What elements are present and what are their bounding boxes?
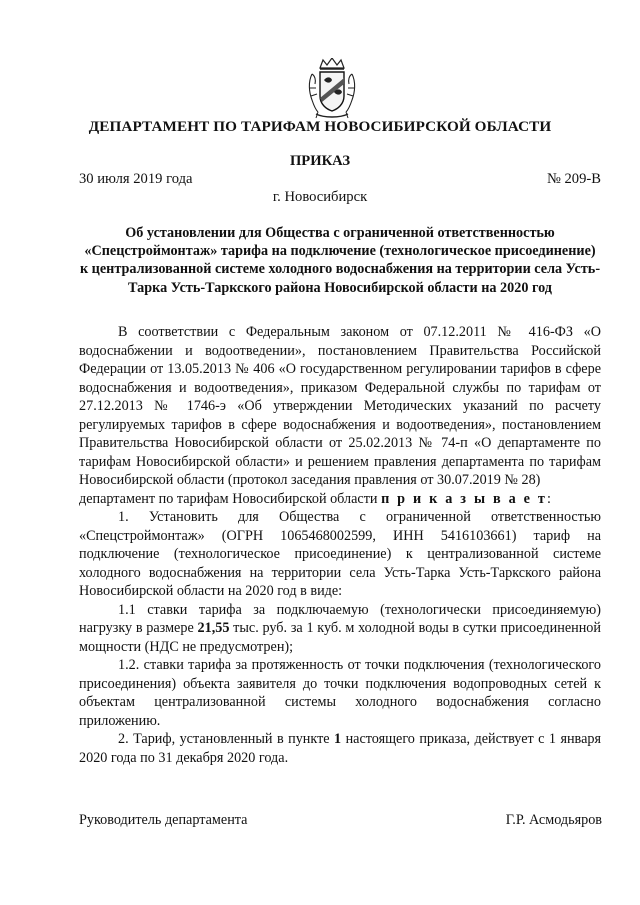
item-2-paragraph <box>79 730 601 767</box>
decree-word: п р и к а з ы в а е т <box>381 490 548 507</box>
item-1-1-text-a: 1.1 ставки тарифа за подключаемую (технологически присоединяемую) нагрузку в размере <box>79 601 601 636</box>
signatory-name: Г.Р. Асмодьяров <box>505 812 602 828</box>
decree-colon: : <box>547 490 551 507</box>
order-number: № 209-В <box>546 171 601 187</box>
decree-lead: департамент по тарифам Новосибирской области <box>79 490 378 507</box>
item-2-ref: 1 <box>334 731 342 747</box>
signatory-position: Руководитель департамента <box>79 812 248 828</box>
coat-of-arms-icon <box>306 58 358 120</box>
order-date: 30 июля 2019 года <box>79 171 193 187</box>
item-1-2-paragraph: 1.2. ставки тарифа за протяженность от точки подключения (технологического присоединения) объекта заявителя до точки подключения водопроводных сетей к объектам централизованной системы холодного водоснабжения согласно приложению. <box>79 657 601 729</box>
item-1-1-paragraph <box>79 601 601 657</box>
item-2-text-a: 2. Тариф, установленный в пункте <box>118 731 335 747</box>
decree-paragraph <box>79 490 601 509</box>
item-2-text-b: настоящего приказа, действует с 1 января 2020 года по 31 декабря 2020 года. <box>79 731 601 766</box>
order-subject: Об установлении для Общества с ограниченной ответственностью «Спецстроймонтаж» тарифа на подключение (технологическое присоединение) к централизованной системе холодного водоснабжения на территории села Усть-Тарка Усть-Таркского района Новосибирской области на 2020 год <box>79 225 601 296</box>
department-title: ДЕПАРТАМЕНТ ПО ТАРИФАМ НОВОСИБИРСКОЙ ОБЛАСТИ <box>88 118 552 135</box>
order-city: г. Новосибирск <box>272 189 368 205</box>
item-1-paragraph: 1. Установить для Общества с ограниченной ответственностью «Спецстроймонтаж» (ОГРН 1065468002599, ИНН 5416103661) тариф на подключение (технологическое присоединение) к централизованной системе холодного водоснабжения на территории села Усть-Тарка Усть-Таркского района Новосибирской области на 2020 год в виде: <box>79 509 601 599</box>
order-body <box>79 323 601 767</box>
tariff-value: 21,55 <box>197 620 230 636</box>
item-1-1-text-b: тыс. руб. за 1 куб. м холодной воды в сутки присоединенной мощности (НДС не предусмотрен); <box>79 620 601 655</box>
order-title: ПРИКАЗ <box>289 153 351 169</box>
preamble-paragraph: В соответствии с Федеральным законом от 07.12.2011 № 416-ФЗ «О водоснабжении и водоотведении», постановлением Правительства Российской Федерации от 13.05.2013 № 406 «О государственном регулировании тарифов в сфере водоснабжения и водоотведения», приказом Федеральной службы по тарифам от 27.12.2013 № 1746-э «Об утверждении Методических указаний по расчету регулируемых тарифов в сфере водоснабжения и водоотведения», постановлением Правительства Новосибирской области от 25.02.2013 № 74-п «О департаменте по тарифам Новосибирской области» и решением правления департамента по тарифам Новосибирской области (протокол заседания правления от 30.07.2019 № 28) <box>79 324 601 488</box>
